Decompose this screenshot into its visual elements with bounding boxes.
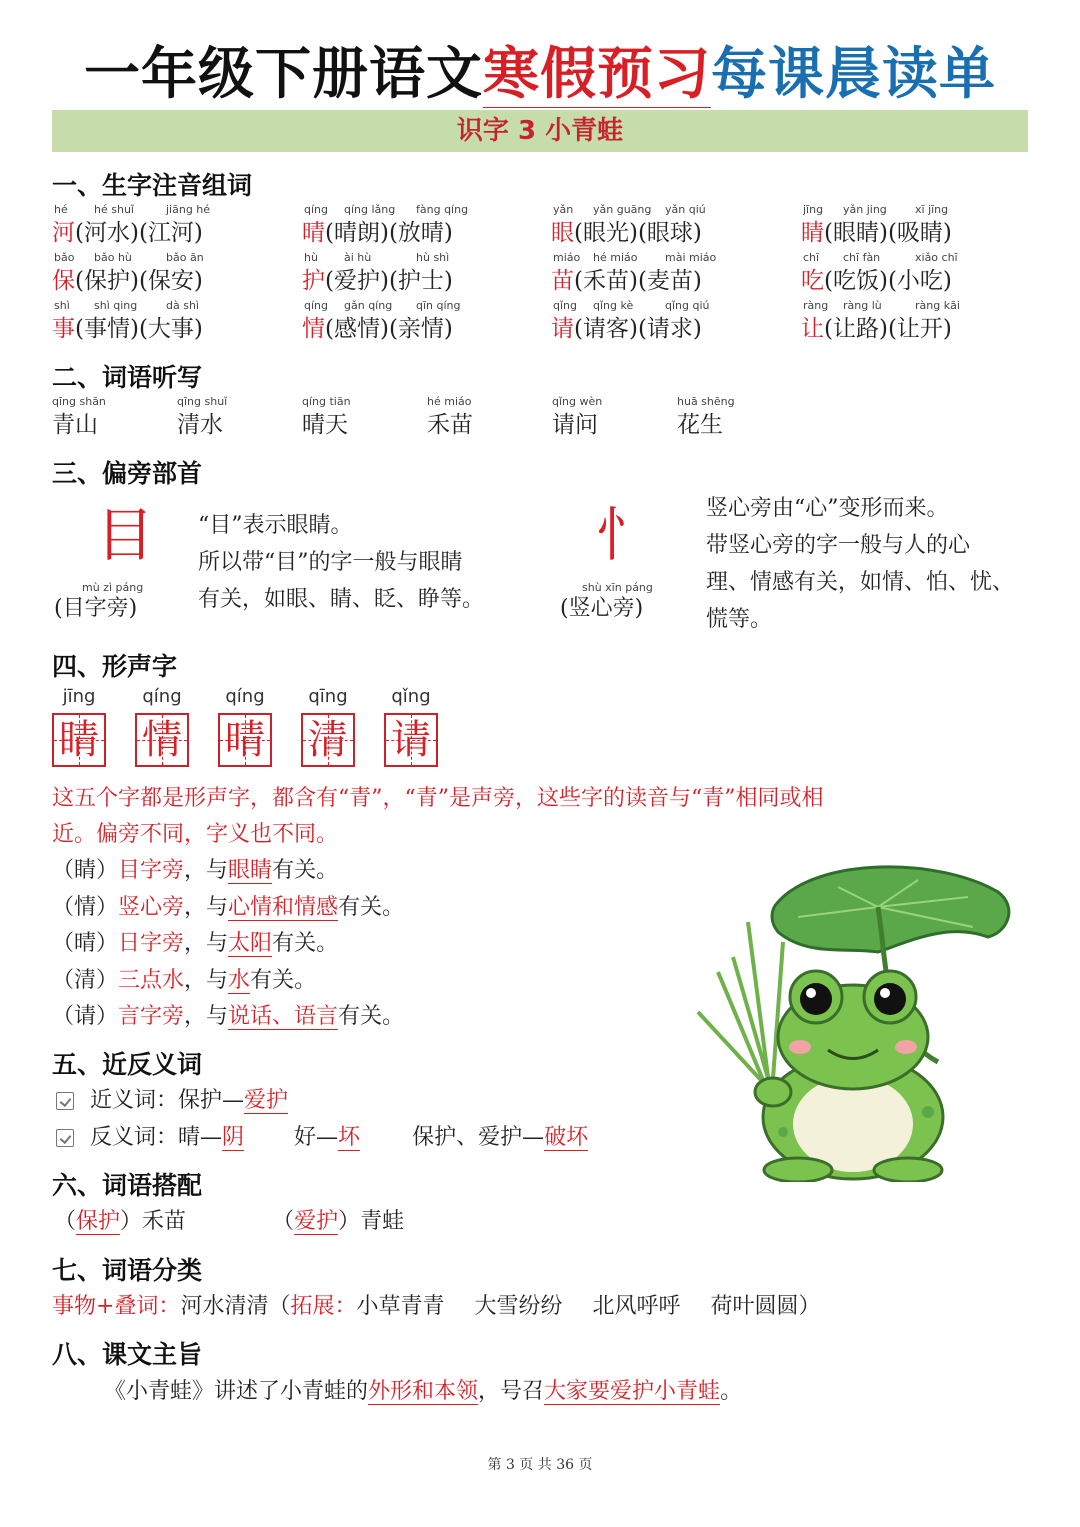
vocab-word2-pinyin: jiāng hé bbox=[166, 203, 211, 216]
xingsheng-pinyin: qíng bbox=[225, 686, 265, 707]
antonym-item-2: 好— bbox=[294, 1125, 339, 1150]
xingsheng-char-box: 清 bbox=[301, 713, 355, 767]
dictation-pinyin: qīng shuǐ bbox=[177, 395, 228, 408]
dictation-pinyin: huā shēng bbox=[677, 395, 735, 408]
edit-note-icon bbox=[56, 1092, 74, 1110]
section-7-heading: 七、词语分类 bbox=[52, 1256, 203, 1285]
vocab-word-2: (请求) bbox=[637, 316, 702, 342]
vocab-entry bbox=[551, 310, 702, 343]
vocab-char: 事 bbox=[52, 316, 75, 342]
vocab-word-1: (感情) bbox=[325, 316, 389, 342]
collocation-noun-1: 禾苗 bbox=[142, 1209, 187, 1234]
xingsheng-row bbox=[52, 890, 404, 921]
xingsheng-row-radical: 日字旁 bbox=[118, 931, 185, 956]
radical-xin-line-3: 理、情感有关，如情、怕、忧、 bbox=[706, 570, 1015, 595]
vocab-char-pinyin: hù bbox=[304, 251, 318, 264]
dictation-word: 清水 bbox=[177, 412, 223, 438]
vocab-word1-pinyin: hé shuǐ bbox=[94, 203, 134, 216]
vocab-word1-pinyin: shì qing bbox=[94, 299, 138, 312]
vocab-word-1: (事情) bbox=[75, 316, 139, 342]
vocab-char-pinyin: ràng bbox=[803, 299, 829, 312]
vocab-char-pinyin: qíng bbox=[304, 203, 328, 216]
vocab-word1-pinyin: yǎn jing bbox=[843, 203, 887, 216]
vocab-word2-pinyin: qīn qíng bbox=[416, 299, 461, 312]
antonym-answer-1: 阴 bbox=[222, 1125, 245, 1150]
collocation-open-1: （ bbox=[54, 1209, 77, 1234]
radical-mu-pinyin: mù zì páng bbox=[82, 581, 144, 594]
antonym-item-3: 保护、爱护— bbox=[412, 1125, 545, 1150]
vocab-word-1: (晴朗) bbox=[325, 220, 389, 246]
xingsheng-row-with: ，与 bbox=[184, 858, 229, 883]
antonym-answer-2: 坏 bbox=[338, 1125, 361, 1150]
vocab-char-pinyin: yǎn bbox=[553, 203, 574, 216]
collocation-answer-1: 保护 bbox=[76, 1209, 121, 1234]
section-8-heading: 八、课文主旨 bbox=[52, 1340, 203, 1369]
vocab-char-pinyin: miáo bbox=[553, 251, 581, 264]
page-title bbox=[0, 30, 1080, 110]
collocation-open-2: （ bbox=[272, 1209, 295, 1234]
xingsheng-desc-2: 近。偏旁不同，字义也不同。 bbox=[52, 822, 339, 847]
classify-extension-label: 拓展： bbox=[290, 1294, 357, 1319]
section-3-heading: 三、偏旁部首 bbox=[52, 459, 203, 488]
vocab-word-2: (江河) bbox=[138, 220, 203, 246]
summary-answer-1: 外形和本领 bbox=[368, 1379, 479, 1404]
lesson-banner: 识字 3 小青蛙 bbox=[52, 110, 1028, 152]
dictation-pinyin: qǐng wèn bbox=[552, 395, 603, 408]
vocab-char: 晴 bbox=[302, 220, 325, 246]
vocab-word2-pinyin: yǎn qiú bbox=[665, 203, 706, 216]
vocab-word2-pinyin: fàng qíng bbox=[416, 203, 469, 216]
vocab-entry bbox=[302, 262, 453, 295]
vocab-char-pinyin: bǎo bbox=[54, 251, 75, 264]
section-4-heading: 四、形声字 bbox=[52, 652, 178, 681]
vocab-word-2: (小吃) bbox=[887, 268, 952, 294]
classify-label: 事物+叠词： bbox=[52, 1294, 181, 1319]
radical-xin-line-4: 慌等。 bbox=[706, 607, 773, 632]
vocab-entry bbox=[551, 214, 702, 247]
dictation-pinyin: qíng tiān bbox=[302, 395, 351, 408]
vocab-word-2: (亲情) bbox=[388, 316, 453, 342]
vocab-word-1: (请客) bbox=[574, 316, 638, 342]
xingsheng-row-radical: 言字旁 bbox=[118, 1004, 185, 1029]
vocab-word-1: (眼光) bbox=[574, 220, 638, 246]
xingsheng-pinyin: jīng bbox=[62, 686, 96, 707]
vocab-char-pinyin: qǐng bbox=[553, 299, 577, 312]
dictation-word: 花生 bbox=[677, 412, 723, 438]
collocation-noun-2: 青蛙 bbox=[360, 1209, 405, 1234]
xingsheng-row-end: 有关。 bbox=[338, 894, 405, 920]
xingsheng-row bbox=[52, 999, 404, 1030]
radical-xin-line-1: 竖心旁由“心”变形而来。 bbox=[706, 496, 949, 521]
vocab-word-2: (麦苗) bbox=[637, 268, 702, 294]
vocab-word-1: (眼睛) bbox=[824, 220, 888, 246]
xingsheng-row-meaning: 说话、语言 bbox=[228, 1004, 339, 1029]
vocab-word1-pinyin: gǎn qíng bbox=[344, 299, 393, 312]
dictation-pinyin: qīng shān bbox=[52, 395, 106, 408]
vocab-char-pinyin: shì bbox=[54, 299, 70, 312]
xingsheng-row-end: 有关。 bbox=[338, 1004, 405, 1029]
xingsheng-row-char: （清） bbox=[52, 967, 119, 993]
vocab-word2-pinyin: xiǎo chī bbox=[915, 251, 958, 264]
xingsheng-row-meaning: 太阳 bbox=[228, 931, 273, 956]
xingsheng-row-end: 有关。 bbox=[250, 967, 317, 993]
summary-text-1: 《小青蛙》讲述了小青蛙的 bbox=[104, 1379, 369, 1404]
edit-note-icon bbox=[56, 1129, 74, 1147]
vocab-word2-pinyin: bǎo ān bbox=[166, 251, 204, 264]
xingsheng-row bbox=[52, 963, 316, 994]
page-footer: 第 3 页 共 36 页 bbox=[487, 1457, 593, 1473]
vocab-word1-pinyin: ràng lù bbox=[843, 299, 882, 312]
vocab-word-2: (放晴) bbox=[388, 220, 453, 246]
vocab-char: 请 bbox=[551, 316, 574, 342]
vocab-word-1: (让路) bbox=[824, 316, 888, 342]
summary-text-2: ，号召 bbox=[478, 1379, 545, 1404]
vocab-word1-pinyin: qíng lǎng bbox=[344, 203, 396, 216]
summary-answer-2: 大家要爱护小青蛙 bbox=[544, 1379, 721, 1404]
xingsheng-row-char: （请） bbox=[52, 1004, 119, 1029]
vocab-entry bbox=[302, 310, 453, 343]
xingsheng-row-with: ，与 bbox=[184, 967, 229, 993]
vocab-char-pinyin: qíng bbox=[304, 299, 328, 312]
vocab-word2-pinyin: qǐng qiú bbox=[665, 299, 710, 312]
vocab-word2-pinyin: mài miáo bbox=[665, 251, 717, 264]
xingsheng-pinyin: qǐng bbox=[391, 686, 431, 707]
vocab-entry bbox=[52, 262, 203, 295]
vocab-entry bbox=[52, 310, 203, 343]
classify-item-4: 北风呼呼 bbox=[592, 1294, 681, 1319]
vocab-entry bbox=[551, 262, 702, 295]
xingsheng-row-end: 有关。 bbox=[272, 858, 339, 883]
vocab-entry bbox=[801, 310, 952, 343]
vocab-word1-pinyin: yǎn guāng bbox=[593, 203, 652, 216]
vocab-char: 保 bbox=[52, 268, 75, 294]
radical-xin-name: (竖心旁) bbox=[560, 596, 644, 621]
radical-mu-glyph: 目 bbox=[96, 501, 155, 569]
xingsheng-row-with: ，与 bbox=[184, 1004, 229, 1029]
vocab-entry bbox=[801, 262, 952, 295]
summary-text-3: 。 bbox=[720, 1379, 743, 1404]
vocab-word-2: (吸睛) bbox=[887, 220, 952, 246]
synonym-label: 近义词：保护— bbox=[90, 1088, 245, 1113]
vocab-char-pinyin: chī bbox=[803, 251, 820, 264]
vocab-word-1: (爱护) bbox=[325, 268, 389, 294]
dictation-word: 青山 bbox=[52, 412, 98, 438]
vocab-word2-pinyin: ràng kāi bbox=[915, 299, 960, 312]
xingsheng-pinyin: qíng bbox=[142, 686, 182, 707]
radical-xin-line-2: 带竖心旁的字一般与人的心 bbox=[706, 533, 971, 558]
xingsheng-row-meaning: 水 bbox=[228, 967, 251, 993]
vocab-char: 吃 bbox=[801, 268, 824, 294]
collocation-close-1: ） bbox=[120, 1209, 143, 1234]
vocab-word-2: (大事) bbox=[138, 316, 203, 342]
xingsheng-row-meaning: 眼睛 bbox=[228, 858, 273, 883]
summary-line bbox=[104, 1374, 742, 1405]
vocab-word2-pinyin: xī jīng bbox=[915, 203, 949, 216]
xingsheng-row-char: （情） bbox=[52, 894, 119, 920]
vocab-word-1: (保护) bbox=[75, 268, 139, 294]
xingsheng-char-box: 请 bbox=[384, 713, 438, 767]
xingsheng-row-char: （睛） bbox=[52, 858, 119, 883]
vocab-entry bbox=[302, 214, 453, 247]
antonym-line bbox=[56, 1120, 588, 1151]
xingsheng-char-box: 情 bbox=[135, 713, 189, 767]
xingsheng-row-with: ，与 bbox=[184, 894, 229, 920]
vocab-word1-pinyin: qǐng kè bbox=[593, 299, 634, 312]
classify-item-5: 荷叶圆圆） bbox=[710, 1294, 821, 1319]
xingsheng-row-radical: 竖心旁 bbox=[118, 894, 185, 920]
vocab-char-pinyin: jīng bbox=[803, 203, 824, 216]
dictation-word: 请问 bbox=[552, 412, 598, 438]
xingsheng-char-box: 睛 bbox=[52, 713, 106, 767]
vocab-char: 睛 bbox=[801, 220, 824, 246]
vocab-word1-pinyin: bǎo hù bbox=[94, 251, 132, 264]
vocab-word-2: (眼球) bbox=[637, 220, 702, 246]
vocab-char: 让 bbox=[801, 316, 824, 342]
synonym-answer: 爱护 bbox=[244, 1088, 289, 1113]
xingsheng-row-meaning: 心情和情感 bbox=[228, 894, 339, 920]
classify-item-1: 河水清清（ bbox=[180, 1294, 291, 1319]
antonym-answer-3: 破坏 bbox=[544, 1125, 589, 1150]
title-part-2: 寒假预习 bbox=[483, 42, 711, 111]
xingsheng-row bbox=[52, 926, 338, 957]
section-1-heading: 一、生字注音组词 bbox=[52, 171, 253, 200]
xingsheng-row-char: （晴） bbox=[52, 931, 119, 956]
vocab-word-1: (禾苗) bbox=[574, 268, 638, 294]
vocab-char: 护 bbox=[302, 268, 325, 294]
vocab-char-pinyin: hé bbox=[54, 203, 68, 216]
xingsheng-char-box: 晴 bbox=[218, 713, 272, 767]
xingsheng-row bbox=[52, 853, 338, 884]
dictation-word: 禾苗 bbox=[427, 412, 473, 438]
radical-mu-line-2: 所以带“目”的字一般与眼睛 bbox=[198, 550, 463, 575]
radical-mu-line-3: 有关，如眼、睛、眨、睁等。 bbox=[198, 587, 485, 612]
vocab-word-1: (吃饭) bbox=[824, 268, 888, 294]
classify-item-2: 小草青青 bbox=[356, 1294, 445, 1319]
dictation-word: 晴天 bbox=[302, 412, 348, 438]
radical-mu-line-1: “目”表示眼睛。 bbox=[198, 513, 353, 538]
radical-mu-name: (目字旁) bbox=[54, 596, 138, 621]
vocab-entry bbox=[52, 214, 203, 247]
vocab-word2-pinyin: hù shì bbox=[416, 251, 450, 264]
section-2-heading: 二、词语听写 bbox=[52, 363, 203, 392]
vocab-word2-pinyin: dà shì bbox=[166, 299, 199, 312]
xingsheng-pinyin: qīng bbox=[308, 686, 348, 707]
antonym-label: 反义词：晴— bbox=[90, 1125, 223, 1150]
collocation-line bbox=[54, 1204, 404, 1235]
vocab-word-2: (保安) bbox=[138, 268, 203, 294]
collocation-answer-2: 爱护 bbox=[294, 1209, 339, 1234]
xingsheng-row-with: ，与 bbox=[184, 931, 229, 956]
vocab-word-2: (护士) bbox=[388, 268, 453, 294]
vocab-word-1: (河水) bbox=[75, 220, 139, 246]
xingsheng-row-end: 有关。 bbox=[272, 931, 339, 956]
vocab-word1-pinyin: ài hù bbox=[344, 251, 372, 264]
vocab-char: 苗 bbox=[551, 268, 574, 294]
title-part-1: 一年级下册语文 bbox=[84, 42, 483, 107]
vocab-word1-pinyin: hé miáo bbox=[593, 251, 638, 264]
xingsheng-row-radical: 三点水 bbox=[118, 967, 185, 993]
classify-item-3: 大雪纷纷 bbox=[474, 1294, 563, 1319]
vocab-word1-pinyin: chī fàn bbox=[843, 251, 881, 264]
xingsheng-desc-1: 这五个字都是形声字，都含有“青”，“青”是声旁，这些字的读音与“青”相同或相 bbox=[52, 786, 824, 811]
dictation-pinyin: hé miáo bbox=[427, 395, 472, 408]
title-part-3: 每课晨读单 bbox=[711, 42, 996, 107]
frog-illustration bbox=[688, 862, 1018, 1182]
vocab-entry bbox=[801, 214, 952, 247]
xingsheng-row-radical: 目字旁 bbox=[118, 858, 185, 883]
section-5-heading: 五、近反义词 bbox=[52, 1050, 203, 1079]
collocation-close-2: ） bbox=[338, 1209, 361, 1234]
vocab-char: 眼 bbox=[551, 220, 574, 246]
synonym-line bbox=[56, 1083, 288, 1114]
section-6-heading: 六、词语搭配 bbox=[52, 1171, 203, 1200]
vocab-char: 情 bbox=[302, 316, 325, 342]
classify-line bbox=[52, 1289, 821, 1320]
radical-xin-glyph: 忄 bbox=[596, 501, 655, 569]
radical-xin-pinyin: shù xīn páng bbox=[582, 581, 653, 594]
vocab-char: 河 bbox=[52, 220, 75, 246]
vocab-word-2: (让开) bbox=[887, 316, 952, 342]
